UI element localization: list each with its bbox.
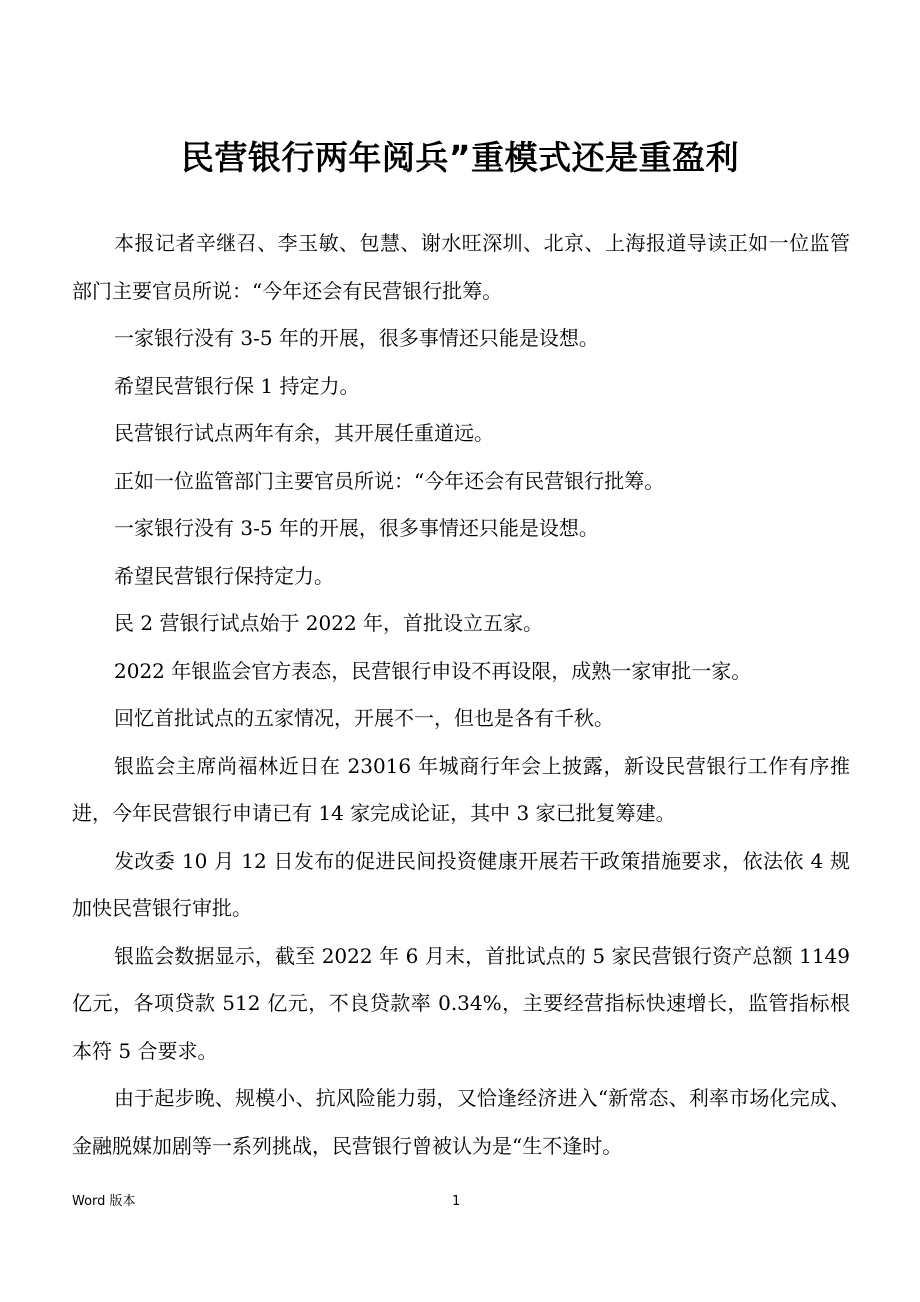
paragraph-14: 由于起步晚、规模小、抗风险能力弱，又恰逢经济进入“新常态、利率市场化完成、金融脱媒加剧等一系列挑战，民营银行曾被认为是“生不逢时。 <box>72 1086 850 1158</box>
paragraph-2: 一家银行没有 3-5 年的开展，很多事情还只能是设想。 <box>114 326 599 350</box>
paragraph-9: 2022 年银监会官方表态，民营银行申设不再设限，成熟一家审批一家。 <box>114 658 752 683</box>
paragraph-8: 民 2 营银行试点始于 2022 年，首批设立五家。 <box>114 611 544 635</box>
footer-label: Word 版本 <box>72 1194 136 1209</box>
paragraph-11: 银监会主席尚福林近日在 23016 年城商行年会上披露，新设民营银行工作有序推进，今年民营银行申请已有 14 家完成论证，其中 3 家已批复筹建。 <box>72 753 850 825</box>
footer-page-number: 1 <box>452 1194 461 1209</box>
paragraph-4: 民营银行试点两年有余，其开展任重道远。 <box>114 421 494 445</box>
paragraph-13: 银监会数据显示，截至 2022 年 6 月末，首批试点的 5 家民营银行资产总额 1149 亿元，各项贷款 512 亿元，不良贷款率 0.34%，主要经营指标快速增长，监管指标根本符 5 合要求。 <box>72 943 850 1063</box>
paragraph-3: 希望民营银行保 1 持定力。 <box>114 373 360 398</box>
paragraph-7: 希望民营银行保持定力。 <box>114 563 334 588</box>
paragraph-12: 发改委 10 月 12 日发布的促进民间投资健康开展若干政策措施要求，依法依 4 规加快民营银行审批。 <box>72 848 850 920</box>
document-title: 民营银行两年阅兵”重模式还是重盈利 <box>180 138 740 177</box>
paragraph-1: 本报记者辛继召、李玉敏、包慧、谢水旺深圳、北京、上海报道导读正如一位监管部门主要官员所说：“今年还会有民营银行批筹。 <box>72 231 850 303</box>
document-body <box>72 220 850 1170</box>
paragraph-5: 正如一位监管部门主要官员所说：“今年还会有民营银行批筹。 <box>114 468 665 493</box>
paragraph-10: 回忆首批试点的五家情况，开展不一，但也是各有千秋。 <box>114 706 614 730</box>
paragraph-6: 一家银行没有 3-5 年的开展，很多事情还只能是设想。 <box>114 516 599 540</box>
